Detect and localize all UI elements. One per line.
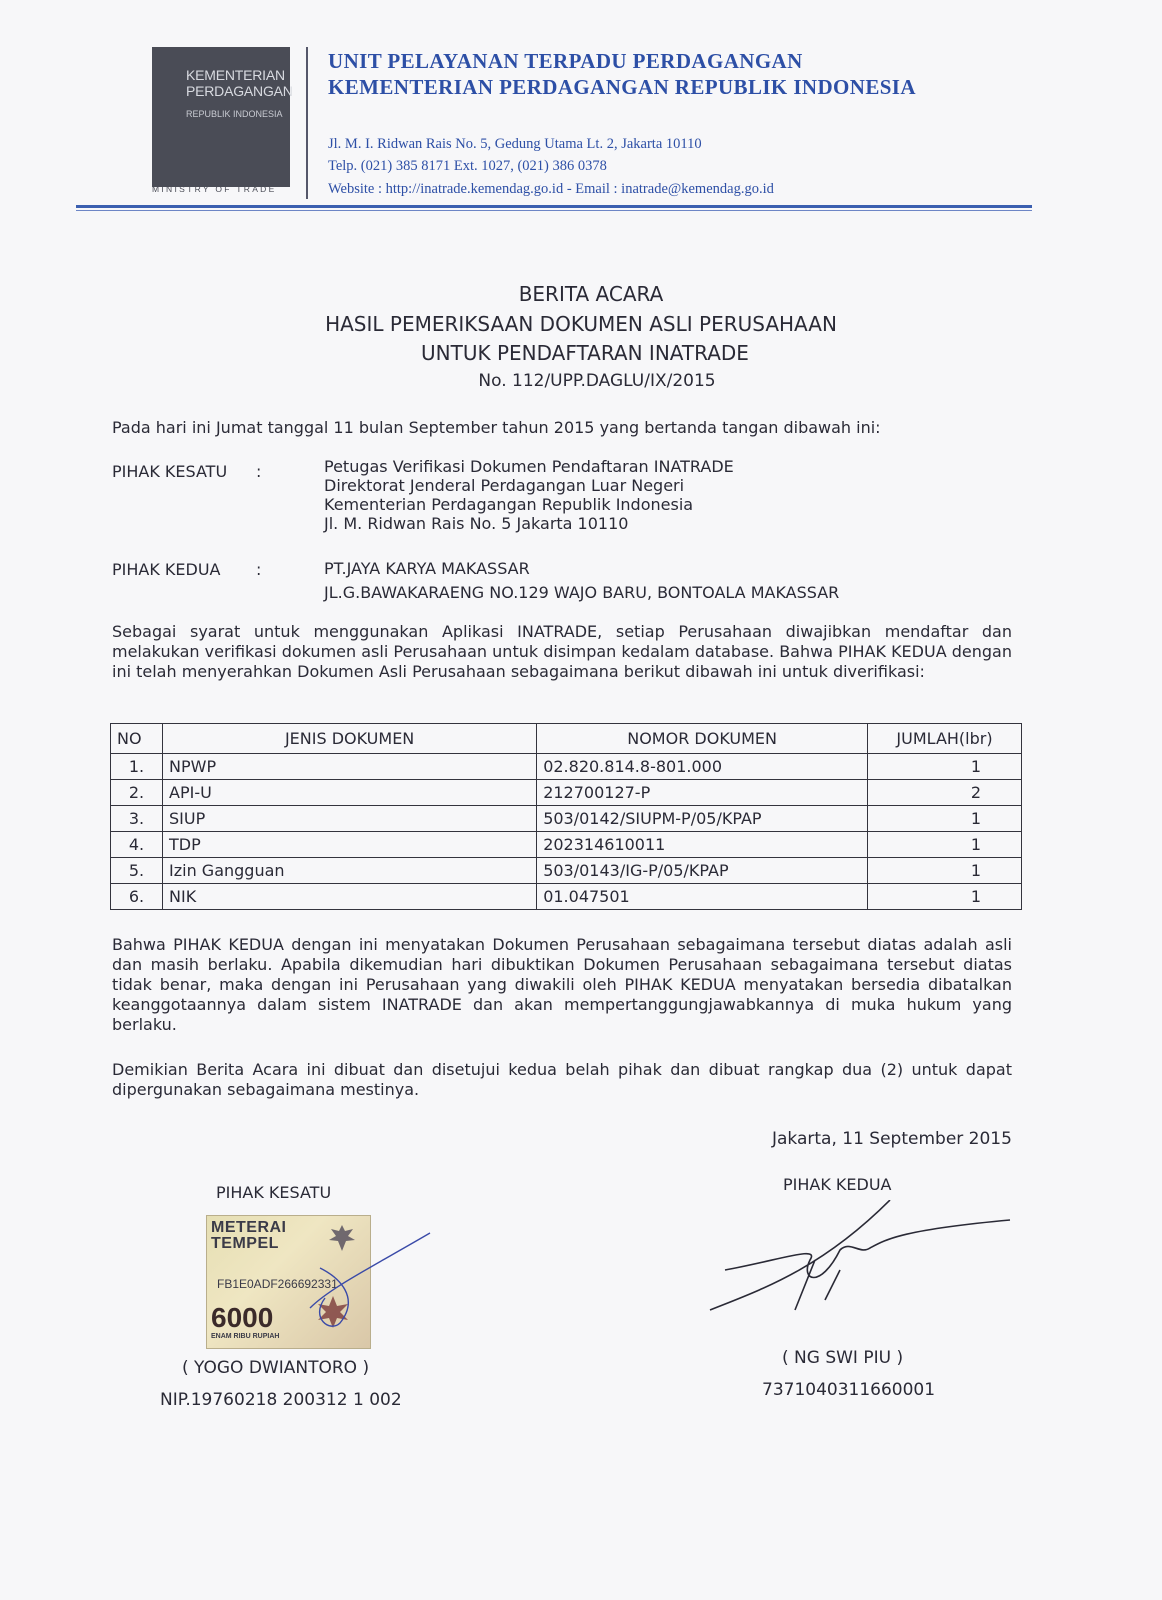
cell-nomor: 02.820.814.8-801.000 [537, 754, 868, 780]
cell-no: 3. [111, 806, 163, 832]
header-no: NO [111, 724, 163, 754]
cell-jumlah: 2 [868, 780, 1022, 806]
table-row [111, 884, 1022, 910]
paragraph-statement: Bahwa PIHAK KEDUA dengan ini menyatakan Dokumen Perusahaan sebagaimana tersebut diatas adalah asli dan masih berlaku. Apabila dikemudian hari dibuktikan Dokumen Perusahaan sebagaimana tersebut diatas tidak benar, maka dengan ini Perusahaan yang diwakili oleh PIHAK KEDUA menyatakan bersedia dibatalkan keanggotaannya dalam sistem INATRADE dan akan mempertanggungjawabkannya di muka hukum yang berlaku. [112, 935, 1012, 1034]
signature-right-icon [700, 1200, 1040, 1340]
signatory-left-name: ( YOGO DWIANTORO ) [182, 1358, 370, 1378]
cell-no: 6. [111, 884, 163, 910]
letterhead-rule-thin [76, 210, 1032, 211]
letterhead-website: Website : http://inatrade.kemendag.go.id - Email : inatrade@kemendag.go.id [328, 181, 774, 197]
logo-ministry-caption: MINISTRY OF TRADE [152, 184, 277, 194]
cell-jumlah: 1 [868, 832, 1022, 858]
doc-title-3: UNTUK PENDAFTARAN INATRADE [421, 341, 749, 365]
cell-jenis: Izin Gangguan [163, 858, 537, 884]
letterhead-title-1: UNIT PELAYANAN TERPADU PERDAGANGAN [328, 49, 803, 73]
cell-jumlah: 1 [868, 884, 1022, 910]
stamp-title-line: TEMPEL [211, 1235, 279, 1252]
cell-no: 5. [111, 858, 163, 884]
signatory-right-name: ( NG SWI PIU ) [782, 1348, 904, 1368]
stamp-title-line: METERAI [211, 1219, 287, 1236]
cell-jenis: NPWP [163, 754, 537, 780]
pihak-kedua-line: PT.JAYA KARYA MAKASSAR [324, 559, 530, 578]
doc-title-1: BERITA ACARA [518, 282, 664, 306]
pihak-kesatu-colon: : [256, 462, 262, 481]
cell-nomor: 503/0143/IG-P/05/KPAP [537, 858, 868, 884]
stamp-value: 6000 [211, 1302, 274, 1333]
cell-jenis: TDP [163, 832, 537, 858]
pihak-kesatu-line: Direktorat Jenderal Perdagangan Luar Negeri [324, 476, 685, 495]
paragraph-requirements: Sebagai syarat untuk menggunakan Aplikasi INATRADE, setiap Perusahaan diwajibkan mendaftar dan melakukan verifikasi dokumen asli Perusahaan untuk disimpan kedalam database. Bahwa PIHAK KEDUA dengan ini telah menyerahkan Dokumen Asli Perusahaan sebagaimana berikut dibawah ini untuk diverifikasi: [112, 622, 1012, 681]
cell-jumlah: 1 [868, 754, 1022, 780]
cell-no: 1. [111, 754, 163, 780]
table-row [111, 806, 1022, 832]
table-row [111, 754, 1022, 780]
signature-right-title: PIHAK KEDUA [783, 1175, 892, 1194]
doc-number: No. 112/UPP.DAGLU/IX/2015 [478, 371, 716, 391]
table-row [111, 780, 1022, 806]
pihak-kedua-colon: : [256, 560, 262, 579]
cell-jenis: SIUP [163, 806, 537, 832]
pihak-kedua-details [324, 557, 839, 605]
header-jumlah: JUMLAH(lbr) [868, 724, 1022, 754]
cell-jumlah: 1 [868, 858, 1022, 884]
letterhead-divider [306, 47, 308, 199]
cell-jumlah: 1 [868, 806, 1022, 832]
place-date: Jakarta, 11 September 2015 [772, 1129, 1012, 1149]
documents-table [110, 723, 1022, 910]
pihak-kedua-label: PIHAK KEDUA [112, 560, 221, 579]
header-nomor: NOMOR DOKUMEN [537, 724, 868, 754]
cell-nomor: 202314610011 [537, 832, 868, 858]
logo-text-3: REPUBLIK INDONESIA [186, 109, 283, 119]
signatory-left-nip: NIP.19760218 200312 1 002 [160, 1390, 402, 1410]
pihak-kesatu-details [324, 457, 734, 533]
pihak-kesatu-label: PIHAK KESATU [112, 462, 228, 481]
ministry-logo [152, 47, 293, 187]
cell-jenis: NIK [163, 884, 537, 910]
cell-nomor: 212700127-P [537, 780, 868, 806]
stamp-serial: FB1E0ADF266692331 [217, 1277, 338, 1291]
stamp-words: ENAM RIBU RUPIAH [211, 1333, 280, 1340]
letterhead-rule [76, 205, 1032, 208]
signatory-right-nik: 7371040311660001 [762, 1380, 936, 1400]
table-row [111, 832, 1022, 858]
table-row [111, 858, 1022, 884]
signature-left-title: PIHAK KESATU [216, 1183, 332, 1202]
paragraph-closing: Demikian Berita Acara ini dibuat dan disetujui kedua belah pihak dan dibuat rangkap dua (2) untuk dapat dipergunakan sebagaimana mestinya. [112, 1060, 1012, 1099]
pihak-kesatu-line: Petugas Verifikasi Dokumen Pendaftaran INATRADE [324, 457, 734, 476]
letterhead-address: Jl. M. I. Ridwan Rais No. 5, Gedung Utama Lt. 2, Jakarta 10110 [328, 136, 702, 152]
cell-nomor: 01.047501 [537, 884, 868, 910]
header-jenis: JENIS DOKUMEN [163, 724, 537, 754]
logo-text-1: KEMENTERIAN [186, 67, 285, 83]
pihak-kedua-line: JL.G.BAWAKARAENG NO.129 WAJO BARU, BONTOALA MAKASSAR [324, 583, 840, 602]
table-header-row [111, 724, 1022, 754]
cell-no: 4. [111, 832, 163, 858]
logo-text-2: PERDAGANGAN [186, 83, 293, 99]
cell-no: 2. [111, 780, 163, 806]
doc-title-2: HASIL PEMERIKSAAN DOKUMEN ASLI PERUSAHAAN [325, 312, 837, 336]
pihak-kesatu-line: Jl. M. Ridwan Rais No. 5 Jakarta 10110 [324, 514, 629, 533]
signature-left-icon [270, 1228, 450, 1338]
letterhead-telephone: Telp. (021) 385 8171 Ext. 1027, (021) 386 0378 [328, 158, 607, 174]
intro-text: Pada hari ini Jumat tanggal 11 bulan September tahun 2015 yang bertanda tangan dibawah ini: [112, 418, 881, 437]
pihak-kesatu-line: Kementerian Perdagangan Republik Indonesia [324, 495, 694, 514]
letterhead-title-2: KEMENTERIAN PERDAGANGAN REPUBLIK INDONESIA [328, 75, 916, 99]
cell-jenis: API-U [163, 780, 537, 806]
cell-nomor: 503/0142/SIUPM-P/05/KPAP [537, 806, 868, 832]
